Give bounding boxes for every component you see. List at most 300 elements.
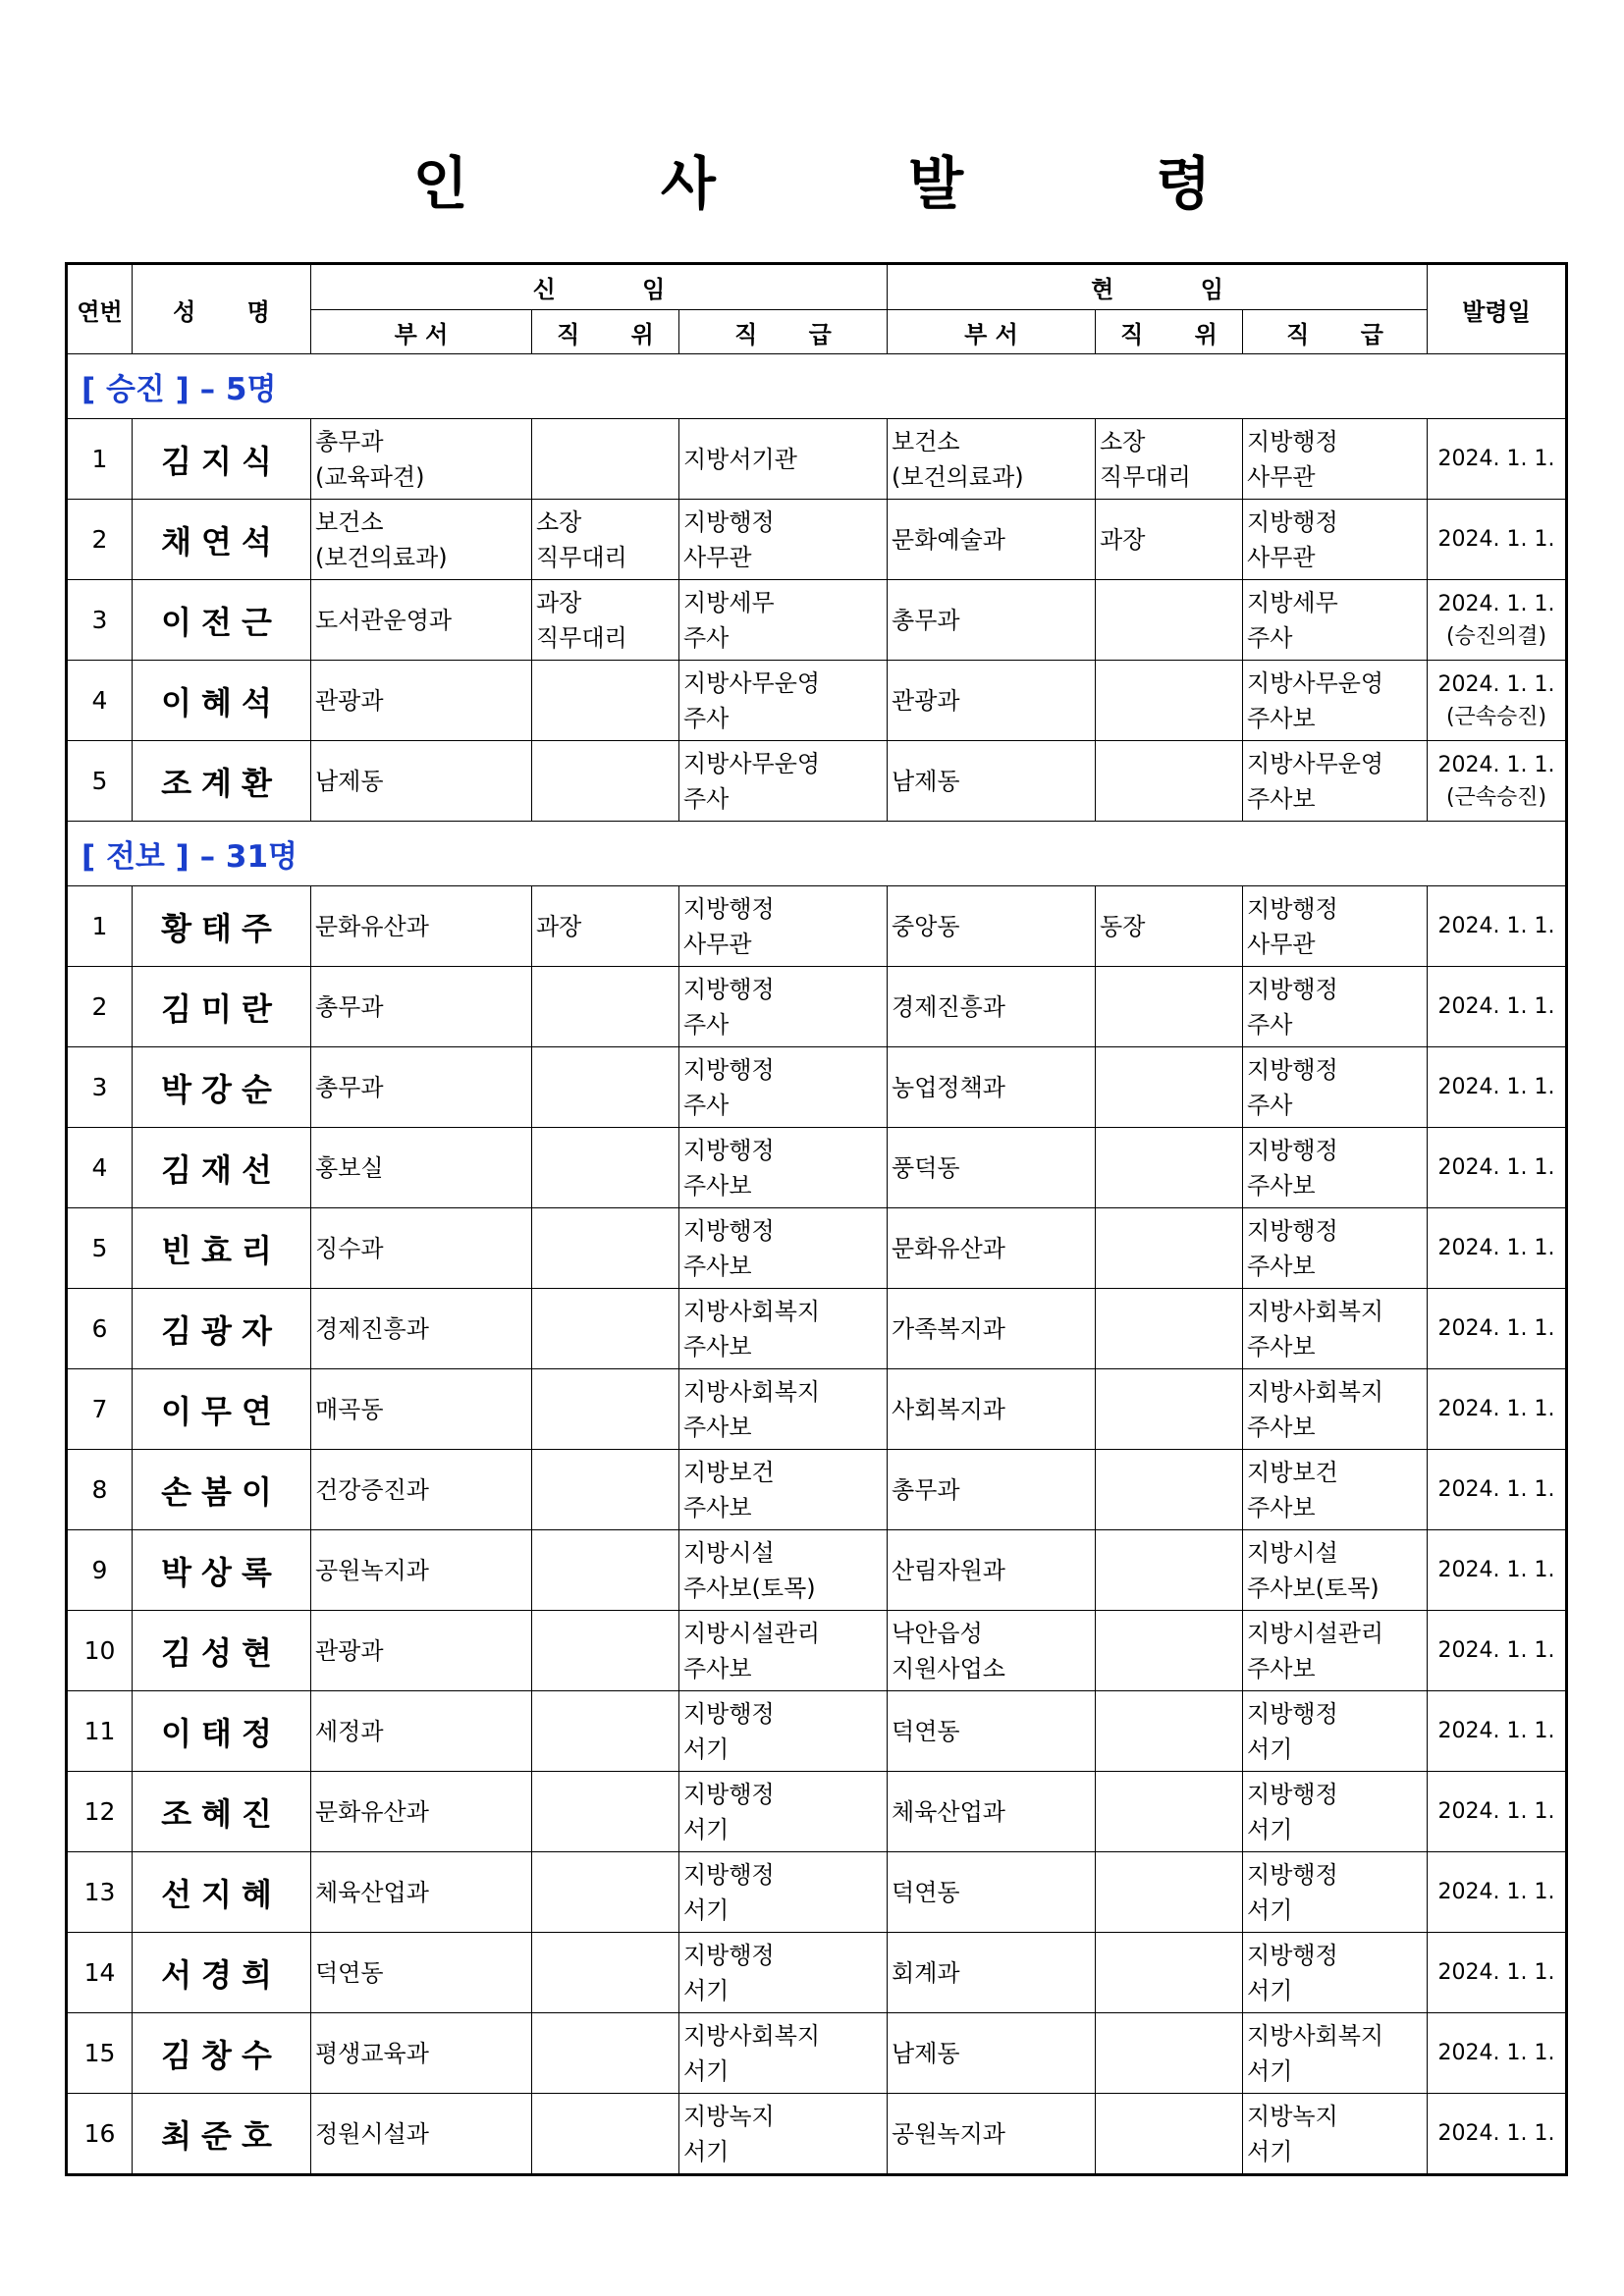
current-dept-cell: [888, 419, 1096, 500]
table-row: [67, 1611, 1567, 1691]
header-new-dept: 부 서: [311, 310, 532, 354]
cell-line: 남제동: [892, 2039, 960, 2067]
row-number: 1: [67, 886, 133, 967]
row-number: 2: [67, 500, 133, 580]
cell-line: 건강증진과: [315, 1475, 429, 1504]
cell-line: 지방사무운영: [683, 668, 821, 697]
cell-line: 지방행정: [683, 894, 775, 923]
row-number: 15: [67, 2013, 133, 2094]
date-line: 2024. 1. 1.: [1437, 1960, 1555, 1985]
cell-line: 지방세무: [683, 588, 775, 616]
current-grade-cell: [1243, 1208, 1428, 1289]
new-dept-cell: [311, 1047, 532, 1128]
person-name: 이태정: [133, 1691, 311, 1772]
cell-line: 직무대리: [536, 543, 627, 571]
new-position-cell: [532, 1208, 679, 1289]
header-cur-dept: 부 서: [888, 310, 1096, 354]
current-position-cell: [1096, 741, 1243, 822]
cell-line: 지방사무운영: [1247, 749, 1384, 777]
cell-line: 지방서기관: [683, 445, 797, 473]
cell-line: 주사보(토목): [683, 1574, 816, 1602]
cell-line: 지방행정: [683, 975, 775, 1003]
current-dept-cell: [888, 1369, 1096, 1450]
current-dept-cell: [888, 1208, 1096, 1289]
cell-line: 서기: [1247, 1815, 1293, 1843]
date-line: 2024. 1. 1.: [1437, 994, 1555, 1019]
cell-line: 지방행정: [1247, 1136, 1338, 1164]
cell-line: 주사: [1247, 1010, 1293, 1039]
cell-line: 관광과: [315, 1636, 384, 1665]
cell-line: 지방행정: [1247, 1941, 1338, 1969]
cell-line: 지방행정: [683, 1136, 775, 1164]
cell-line: 총무과: [315, 427, 384, 455]
cell-line: 지방시설관리: [683, 1619, 821, 1647]
cell-line: 주사: [1247, 623, 1293, 652]
cell-line: 지방보건: [1247, 1458, 1338, 1486]
new-position-cell: [532, 1450, 679, 1530]
appointment-date: [1428, 886, 1567, 967]
current-position-cell: [1096, 1047, 1243, 1128]
cell-line: 지방세무: [1247, 588, 1338, 616]
cell-line: 주사보: [683, 1413, 752, 1441]
cell-line: 서기: [683, 1735, 730, 1763]
new-position-cell: [532, 1852, 679, 1933]
current-dept-cell: [888, 500, 1096, 580]
current-position-cell: [1096, 1450, 1243, 1530]
cell-line: 주사: [683, 1010, 730, 1039]
cell-line: 주사보: [1247, 1252, 1316, 1280]
cell-line: 주사보: [1247, 1171, 1316, 1200]
cell-line: 주사보: [683, 1252, 752, 1280]
cell-line: 도서관운영과: [315, 606, 453, 634]
date-line: 2024. 1. 1.: [1437, 1236, 1555, 1260]
cell-line: 총무과: [315, 1073, 384, 1101]
new-dept-cell: [311, 886, 532, 967]
current-dept-cell: [888, 1530, 1096, 1611]
current-grade-cell: [1243, 1128, 1428, 1208]
header-date: 발령일: [1428, 264, 1567, 354]
cell-line: 주사보: [1247, 704, 1316, 732]
new-grade-cell: [679, 1369, 888, 1450]
new-dept-cell: [311, 1852, 532, 1933]
cell-line: 지방행정: [1247, 1780, 1338, 1808]
new-dept-cell: [311, 1208, 532, 1289]
table-row: [67, 1369, 1567, 1450]
current-grade-cell: [1243, 1369, 1428, 1450]
date-line: (근속승진): [1445, 784, 1547, 810]
new-position-cell: [532, 1289, 679, 1369]
appointment-date: [1428, 500, 1567, 580]
new-grade-cell: [679, 1047, 888, 1128]
current-dept-cell: [888, 967, 1096, 1047]
row-number: 7: [67, 1369, 133, 1450]
date-line: 2024. 1. 1.: [1437, 1799, 1555, 1824]
date-line: 2024. 1. 1.: [1437, 1477, 1555, 1502]
current-grade-cell: [1243, 580, 1428, 661]
table-row: [67, 1852, 1567, 1933]
cell-line: (교육파견): [315, 462, 425, 491]
cell-line: 정원시설과: [315, 2119, 429, 2148]
cell-line: 지방사회복지: [1247, 1377, 1384, 1406]
current-dept-cell: [888, 661, 1096, 741]
header-new: 신 임: [311, 264, 888, 310]
table-row: [67, 1933, 1567, 2013]
current-position-cell: [1096, 2013, 1243, 2094]
header-name: 성 명: [133, 264, 311, 354]
new-dept-cell: [311, 2013, 532, 2094]
new-grade-cell: [679, 741, 888, 822]
cell-line: 지방행정: [1247, 894, 1338, 923]
new-dept-cell: [311, 1772, 532, 1852]
cell-line: 직무대리: [536, 623, 627, 652]
current-position-cell: [1096, 419, 1243, 500]
cell-line: 지방행정: [683, 1216, 775, 1245]
cell-line: 사무관: [683, 930, 752, 958]
current-position-cell: [1096, 1691, 1243, 1772]
cell-line: 문화유산과: [892, 1234, 1005, 1262]
new-position-cell: [532, 661, 679, 741]
cell-line: 주사보: [1247, 1332, 1316, 1361]
cell-line: 주사: [1247, 1091, 1293, 1119]
cell-line: 경제진흥과: [892, 992, 1005, 1021]
header-current: 현 임: [888, 264, 1428, 310]
row-number: 13: [67, 1852, 133, 1933]
table-row: [67, 419, 1567, 500]
appointment-date: [1428, 1772, 1567, 1852]
header-new-pos: 직 위: [532, 310, 679, 354]
current-position-cell: [1096, 500, 1243, 580]
appointment-date: [1428, 1691, 1567, 1772]
current-position-cell: [1096, 967, 1243, 1047]
table-header: [67, 264, 1567, 354]
new-grade-cell: [679, 1691, 888, 1772]
current-dept-cell: [888, 1128, 1096, 1208]
table-row: [67, 500, 1567, 580]
new-dept-cell: [311, 580, 532, 661]
person-name: 선지혜: [133, 1852, 311, 1933]
new-position-cell: [532, 419, 679, 500]
row-number: 2: [67, 967, 133, 1047]
new-grade-cell: [679, 661, 888, 741]
cell-line: 지방사회복지: [683, 1377, 821, 1406]
cell-line: 문화유산과: [315, 1797, 429, 1826]
appointment-date: [1428, 1047, 1567, 1128]
person-name: 조계환: [133, 741, 311, 822]
table-row: [67, 1289, 1567, 1369]
current-dept-cell: [888, 1772, 1096, 1852]
cell-line: 주사보: [1247, 1413, 1316, 1441]
current-dept-cell: [888, 580, 1096, 661]
cell-line: 사무관: [1247, 543, 1316, 571]
new-position-cell: [532, 1691, 679, 1772]
person-name: 김재선: [133, 1128, 311, 1208]
cell-line: 주사: [683, 704, 730, 732]
cell-line: 총무과: [892, 1475, 960, 1504]
new-dept-cell: [311, 741, 532, 822]
table-row: [67, 1450, 1567, 1530]
cell-line: 소장: [1100, 427, 1146, 455]
cell-line: 서기: [683, 1896, 730, 1924]
cell-line: 지방사회복지: [1247, 2021, 1384, 2050]
cell-line: 직무대리: [1100, 462, 1191, 491]
current-grade-cell: [1243, 1772, 1428, 1852]
cell-line: 지방행정: [683, 1860, 775, 1889]
new-grade-cell: [679, 419, 888, 500]
header-cur-pos: 직 위: [1096, 310, 1243, 354]
new-grade-cell: [679, 967, 888, 1047]
new-position-cell: [532, 1530, 679, 1611]
table-row: [67, 967, 1567, 1047]
new-grade-cell: [679, 1611, 888, 1691]
cell-line: 주사보: [683, 1332, 752, 1361]
row-number: 8: [67, 1450, 133, 1530]
appointment-date: [1428, 1852, 1567, 1933]
new-position-cell: [532, 580, 679, 661]
row-number: 16: [67, 2094, 133, 2175]
date-line: (승진의결): [1445, 623, 1547, 649]
current-dept-cell: [888, 1047, 1096, 1128]
current-grade-cell: [1243, 967, 1428, 1047]
date-line: 2024. 1. 1.: [1437, 1719, 1555, 1743]
new-dept-cell: [311, 1691, 532, 1772]
date-line: 2024. 1. 1.: [1437, 752, 1555, 777]
current-grade-cell: [1243, 886, 1428, 967]
current-grade-cell: [1243, 1289, 1428, 1369]
cell-line: 지방행정: [1247, 1699, 1338, 1728]
cell-line: 관광과: [315, 686, 384, 715]
date-line: 2024. 1. 1.: [1437, 1638, 1555, 1663]
page-title: 인 사 발 령: [412, 150, 1298, 217]
table-row: [67, 1530, 1567, 1611]
cell-line: 서기: [1247, 2056, 1293, 2085]
person-name: 채연석: [133, 500, 311, 580]
person-name: 박강순: [133, 1047, 311, 1128]
new-dept-cell: [311, 1369, 532, 1450]
date-line: (근속승진): [1445, 704, 1547, 729]
date-line: 2024. 1. 1.: [1437, 914, 1555, 938]
cell-line: 평생교육과: [315, 2039, 429, 2067]
person-name: 서경희: [133, 1933, 311, 2013]
table-row: [67, 2094, 1567, 2175]
row-number: 5: [67, 1208, 133, 1289]
person-name: 이전근: [133, 580, 311, 661]
new-position-cell: [532, 1933, 679, 2013]
cell-line: 덕연동: [892, 1717, 960, 1745]
date-line: 2024. 1. 1.: [1437, 591, 1555, 616]
person-name: 김미란: [133, 967, 311, 1047]
date-line: 2024. 1. 1.: [1437, 1075, 1555, 1099]
table-row: [67, 2013, 1567, 2094]
current-grade-cell: [1243, 1611, 1428, 1691]
header-cur-grade: 직 급: [1243, 310, 1428, 354]
table-row: [67, 741, 1567, 822]
new-dept-cell: [311, 1128, 532, 1208]
date-line: 2024. 1. 1.: [1437, 527, 1555, 552]
cell-line: 사회복지과: [892, 1395, 1005, 1423]
current-grade-cell: [1243, 2013, 1428, 2094]
person-name: 김지식: [133, 419, 311, 500]
cell-line: 과장: [536, 912, 582, 940]
new-position-cell: [532, 886, 679, 967]
cell-line: 지방사회복지: [1247, 1297, 1384, 1325]
table-row: [67, 1772, 1567, 1852]
new-dept-cell: [311, 967, 532, 1047]
cell-line: 서기: [683, 2137, 730, 2165]
appointment-date: [1428, 741, 1567, 822]
new-dept-cell: [311, 1289, 532, 1369]
personnel-table: [65, 262, 1568, 2176]
current-dept-cell: [888, 1611, 1096, 1691]
table-row: [67, 1128, 1567, 1208]
row-number: 6: [67, 1289, 133, 1369]
new-grade-cell: [679, 1450, 888, 1530]
cell-line: 지방행정: [1247, 507, 1338, 536]
cell-line: 문화예술과: [892, 525, 1005, 554]
cell-line: 지방시설: [1247, 1538, 1338, 1567]
cell-line: 지방시설: [683, 1538, 775, 1567]
cell-line: 가족복지과: [892, 1314, 1005, 1343]
cell-line: 주사보: [1247, 1493, 1316, 1522]
person-name: 최준호: [133, 2094, 311, 2175]
cell-line: 지방행정: [1247, 427, 1338, 455]
current-position-cell: [1096, 661, 1243, 741]
current-position-cell: [1096, 1933, 1243, 2013]
new-position-cell: [532, 1611, 679, 1691]
cell-line: 남제동: [892, 767, 960, 795]
cell-line: 중앙동: [892, 912, 960, 940]
current-dept-cell: [888, 2013, 1096, 2094]
appointment-date: [1428, 1369, 1567, 1450]
cell-line: 남제동: [315, 767, 384, 795]
current-position-cell: [1096, 886, 1243, 967]
section-header-row: [67, 354, 1567, 419]
cell-line: 주사보: [1247, 1654, 1316, 1682]
appointment-date: [1428, 1128, 1567, 1208]
section-title: [ 승진 ] – 5명: [67, 354, 1567, 419]
section-title: [ 전보 ] – 31명: [67, 822, 1567, 886]
appointment-date: [1428, 1208, 1567, 1289]
new-position-cell: [532, 967, 679, 1047]
person-name: 김광자: [133, 1289, 311, 1369]
cell-line: 서기: [1247, 1896, 1293, 1924]
row-number: 9: [67, 1530, 133, 1611]
cell-line: 농업정책과: [892, 1073, 1005, 1101]
date-line: 2024. 1. 1.: [1437, 1880, 1555, 1904]
new-position-cell: [532, 741, 679, 822]
new-dept-cell: [311, 500, 532, 580]
current-grade-cell: [1243, 661, 1428, 741]
new-position-cell: [532, 500, 679, 580]
cell-line: 세정과: [315, 1717, 384, 1745]
current-grade-cell: [1243, 500, 1428, 580]
appointment-date: [1428, 419, 1567, 500]
current-grade-cell: [1243, 1047, 1428, 1128]
cell-line: 서기: [683, 1815, 730, 1843]
appointment-date: [1428, 661, 1567, 741]
cell-line: 보건소: [315, 507, 384, 536]
cell-line: 동장: [1100, 912, 1146, 940]
current-position-cell: [1096, 1369, 1243, 1450]
cell-line: 풍덕동: [892, 1153, 960, 1182]
new-dept-cell: [311, 1611, 532, 1691]
row-number: 3: [67, 1047, 133, 1128]
cell-line: 문화유산과: [315, 912, 429, 940]
cell-line: 지방행정: [683, 1780, 775, 1808]
cell-line: 덕연동: [315, 1958, 384, 1987]
cell-line: 덕연동: [892, 1878, 960, 1906]
cell-line: 사무관: [1247, 462, 1316, 491]
current-grade-cell: [1243, 419, 1428, 500]
cell-line: 산림자원과: [892, 1556, 1005, 1584]
row-number: 5: [67, 741, 133, 822]
new-position-cell: [532, 2094, 679, 2175]
cell-line: 지방녹지: [1247, 2102, 1338, 2130]
table-row: [67, 1691, 1567, 1772]
date-line: 2024. 1. 1.: [1437, 447, 1555, 471]
current-grade-cell: [1243, 1450, 1428, 1530]
current-position-cell: [1096, 1128, 1243, 1208]
new-grade-cell: [679, 580, 888, 661]
current-position-cell: [1096, 1289, 1243, 1369]
person-name: 이혜석: [133, 661, 311, 741]
row-number: 10: [67, 1611, 133, 1691]
new-position-cell: [532, 1369, 679, 1450]
table-row: [67, 661, 1567, 741]
current-position-cell: [1096, 2094, 1243, 2175]
table-row: [67, 886, 1567, 967]
person-name: 김성현: [133, 1611, 311, 1691]
person-name: 이무연: [133, 1369, 311, 1450]
cell-line: 사무관: [683, 543, 752, 571]
cell-line: 서기: [1247, 2137, 1293, 2165]
cell-line: 지방시설관리: [1247, 1619, 1384, 1647]
row-number: 11: [67, 1691, 133, 1772]
table-row: [67, 580, 1567, 661]
table-row: [67, 1047, 1567, 1128]
cell-line: 주사보: [1247, 784, 1316, 813]
person-name: 박상록: [133, 1530, 311, 1611]
cell-line: (보건의료과): [315, 543, 448, 571]
date-line: 2024. 1. 1.: [1437, 671, 1555, 697]
current-position-cell: [1096, 1530, 1243, 1611]
current-grade-cell: [1243, 1530, 1428, 1611]
date-line: 2024. 1. 1.: [1437, 2041, 1555, 2065]
appointment-date: [1428, 2094, 1567, 2175]
row-number: 4: [67, 1128, 133, 1208]
cell-line: 총무과: [892, 606, 960, 634]
new-grade-cell: [679, 500, 888, 580]
row-number: 1: [67, 419, 133, 500]
cell-line: 지방행정: [683, 1055, 775, 1084]
cell-line: 낙안읍성: [892, 1619, 983, 1647]
new-grade-cell: [679, 1933, 888, 2013]
cell-line: 소장: [536, 507, 582, 536]
current-position-cell: [1096, 1611, 1243, 1691]
current-dept-cell: [888, 1691, 1096, 1772]
cell-line: 관광과: [892, 686, 960, 715]
current-grade-cell: [1243, 2094, 1428, 2175]
new-grade-cell: [679, 1530, 888, 1611]
cell-line: 보건소: [892, 427, 960, 455]
cell-line: 체육산업과: [892, 1797, 1005, 1826]
cell-line: 공원녹지과: [892, 2119, 1005, 2148]
cell-line: 지방행정: [683, 1699, 775, 1728]
cell-line: 공원녹지과: [315, 1556, 429, 1584]
new-position-cell: [532, 1772, 679, 1852]
new-grade-cell: [679, 2094, 888, 2175]
cell-line: 지방행정: [1247, 975, 1338, 1003]
cell-line: 매곡동: [315, 1395, 384, 1423]
